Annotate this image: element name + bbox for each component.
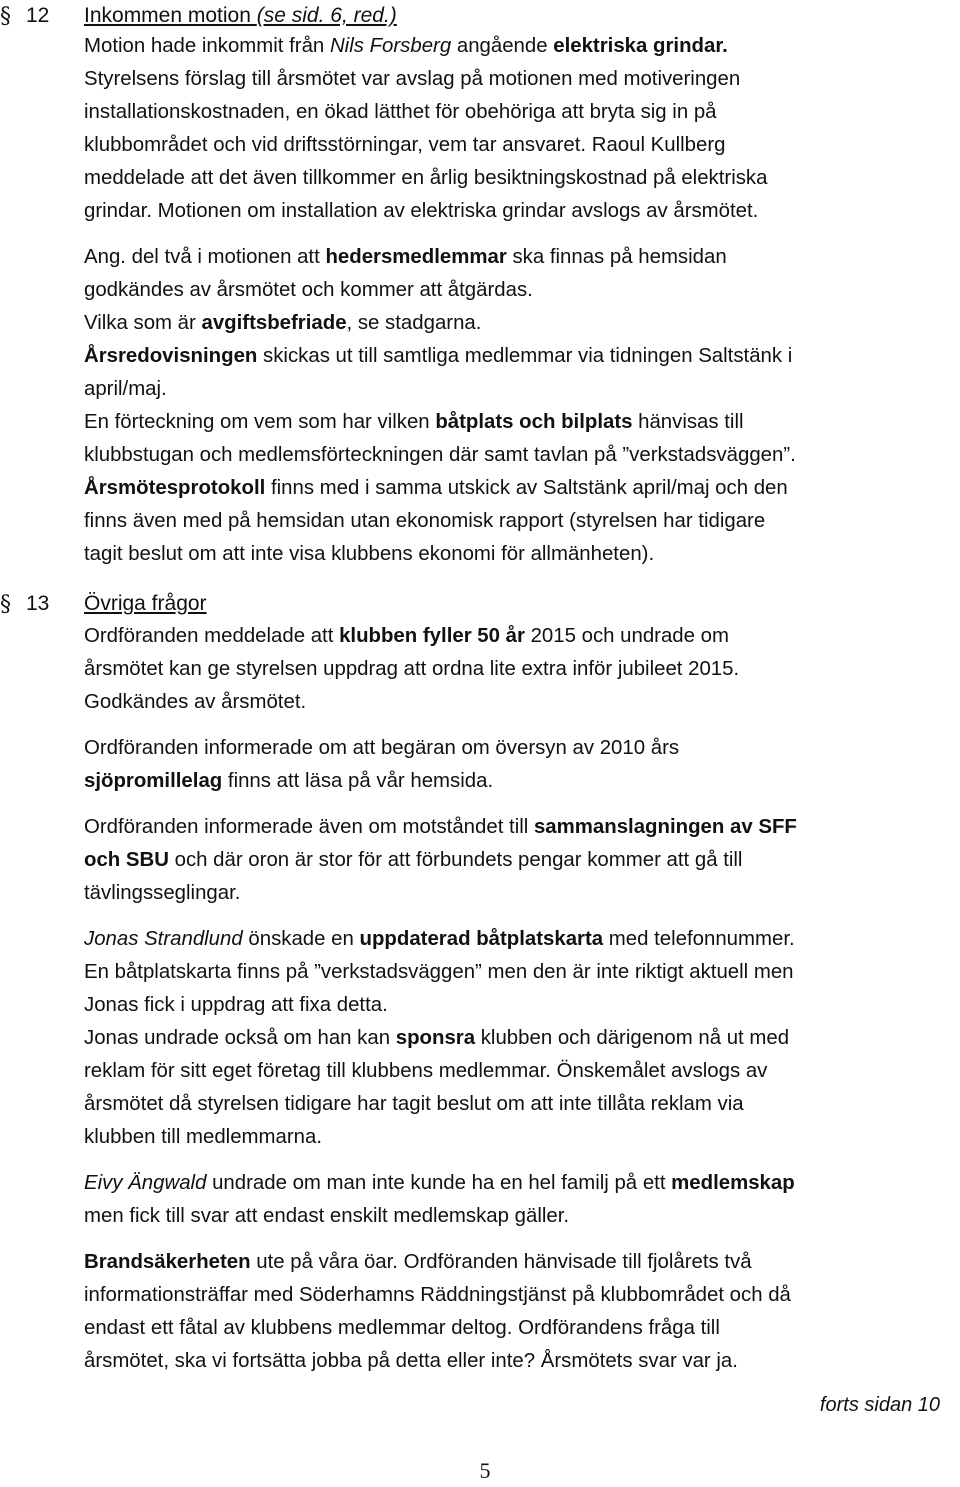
section-symbol: §: [0, 591, 11, 617]
section-13-header: [0, 588, 82, 620]
paragraph-hedersmedlemmar: Ang. del två i motionen att hedersmedlemmar ska finnas på hemsidan godkändes av årsmötet och kommer att åtgärdas. Vilka som är avgiftsbefriade, se stadgarna. Årsredovisningen skickas ut till samtliga medlemmar via tidningen Saltstänk i april/maj. En förteckning om vem som har vilken båtplats och bilplats hänvisas till klubbstugan och medlemsförteckningen där samt tavlan på ”verkstadsväggen”. Årsmötesprotokoll finns med i samma utskick av Saltstänk april/maj och den finns även med på hemsidan utan ekonomisk rapport (styrelsen har tidigare tagit beslut om att inte visa klubbens ekonomi för allmänheten).: [84, 246, 796, 565]
section-12-title: Inkommen motion (se sid. 6, red.): [84, 4, 397, 27]
section-symbol: §: [0, 3, 11, 29]
section-13-title: Övriga frågor: [84, 592, 207, 615]
continued-note: forts sidan 10: [819, 1394, 940, 1416]
paragraph-sjopromillelag: Ordföranden informerade om att begäran om översyn av 2010 års sjöpromillelag finns att läsa på vår hemsida.: [84, 737, 680, 792]
section-number: 12: [26, 4, 50, 27]
paragraph-medlemskap: Eivy Ängwald undrade om man inte kunde ha en hel familj på ett medlemskap men fick till svar att endast enskilt medlemskap gäller.: [84, 1172, 795, 1227]
paragraph-motion: Motion hade inkommit från Nils Forsberg angående elektriska grindar. Styrelsens förslag till årsmötet var avslag på motionen med motiveringen installationskostnaden, en ökad lätthet för obehöriga att bryta sig in på klubbområdet och vid driftsstörningar, vem tar ansvaret. Raoul Kullberg meddelade att det även tillkommer en årlig besiktningskostnad på elektriska grindar. Motionen om installation av elektriska grindar avslogs av årsmötet.: [84, 35, 768, 222]
paragraph-batplatskarta: Jonas Strandlund önskade en uppdaterad båtplatskarta med telefonnummer. En båtplatskarta finns på ”verkstadsväggen” men den är inte riktigt aktuell men Jonas fick i uppdrag att fixa detta. Jonas undrade också om han kan sponsra klubben och därigenom nå ut med reklam för sitt eget företag till klubbens medlemmar. Önskemålet avslogs av årsmötet då styrelsen tidigare har tagit beslut om att inte tillåta reklam via klubben till medlemmarna.: [84, 928, 795, 1148]
page-number: 5: [479, 1458, 491, 1483]
paragraph-sammanslagning: Ordföranden informerade även om motståndet till sammanslagningen av SFF och SBU och där oron är stor för att förbundets pengar kommer att gå till tävlingsseglingar.: [84, 816, 797, 904]
paragraph-jubileum: Ordföranden meddelade att klubben fyller 50 år 2015 och undrade om årsmötet kan ge styrelsen uppdrag att ordna lite extra inför jubileet 2015. Godkändes av årsmötet.: [84, 625, 740, 713]
section-13-body: [84, 620, 960, 1378]
section-12-header: [0, 0, 82, 32]
section-12-body: [84, 30, 960, 571]
paragraph-brandsakerhet: Brandsäkerheten ute på våra öar. Ordföranden hänvisade till fjolårets två informationsträffar med Söderhamns Räddningstjänst på klubbområdet och då endast ett fåtal av klubbens medlemmar deltog. Ordförandens fråga till årsmötet, ska vi fortsätta jobba på detta eller inte? Årsmötets svar var ja.: [84, 1251, 791, 1372]
section-number: 13: [26, 592, 50, 615]
